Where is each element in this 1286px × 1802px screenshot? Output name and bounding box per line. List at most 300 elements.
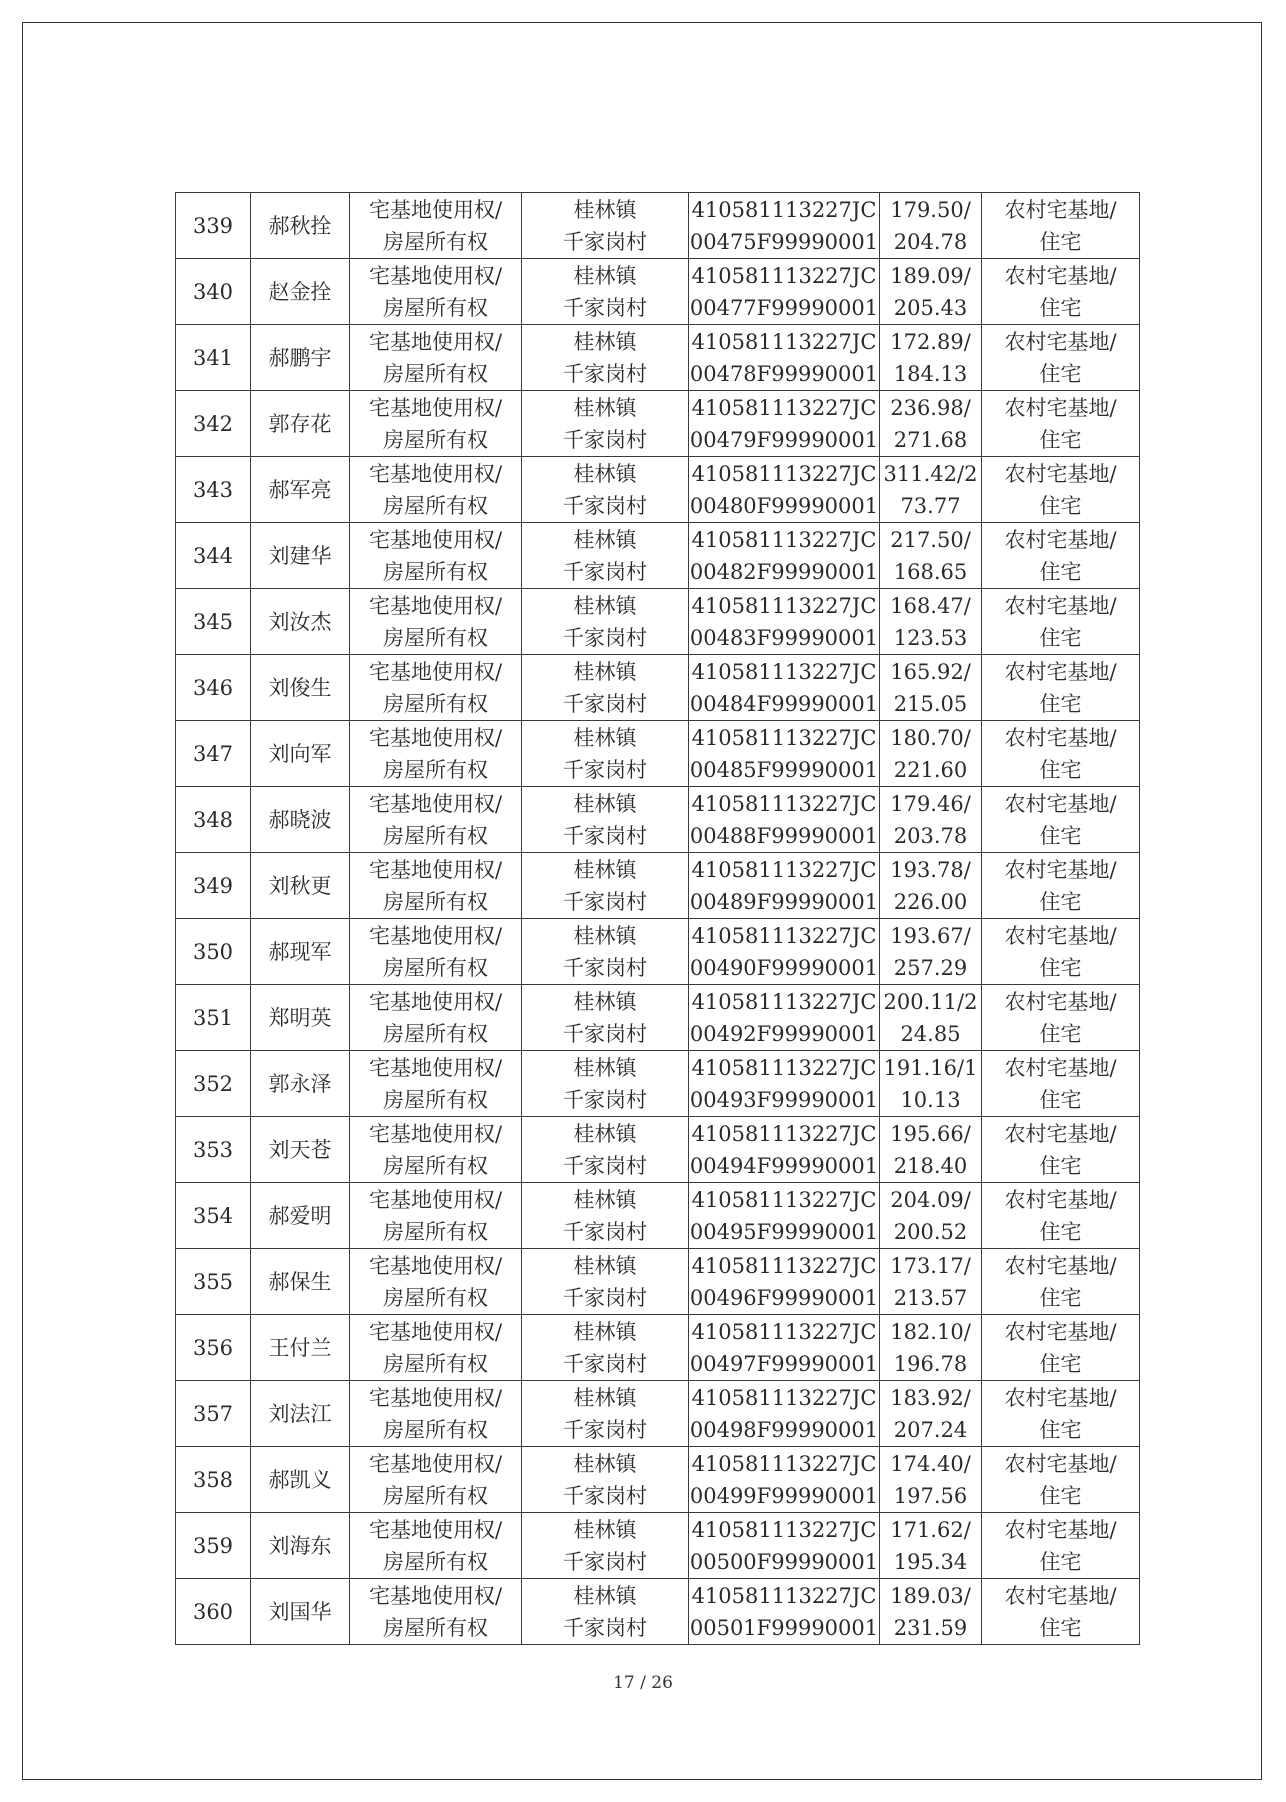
- unit-code-line: 00498F99990001: [689, 1417, 879, 1442]
- location-line: 桂林镇: [573, 197, 637, 222]
- unit-code-cell: [689, 853, 880, 919]
- area-cell: [880, 391, 982, 457]
- unit-code-line: 00480F99990001: [689, 493, 879, 518]
- table-row: [176, 1183, 1140, 1249]
- land-use-line: 住宅: [1039, 691, 1082, 716]
- land-use-line: 住宅: [1039, 823, 1082, 848]
- location-cell: [522, 1183, 689, 1249]
- area-cell: [880, 919, 982, 985]
- location-cell: [522, 1579, 689, 1645]
- land-use-cell: [982, 1051, 1140, 1117]
- right-type-line: 宅基地使用权/: [368, 263, 503, 288]
- land-use-line: 住宅: [1039, 1483, 1082, 1508]
- location-line: 千家岗村: [563, 1417, 647, 1442]
- unit-code-line: 00499F99990001: [689, 1483, 879, 1508]
- location-cell: [522, 259, 689, 325]
- area-cell: [880, 259, 982, 325]
- unit-code-cell: [689, 985, 880, 1051]
- right-type-line: 宅基地使用权/: [368, 527, 503, 552]
- unit-code-cell: [689, 1579, 880, 1645]
- land-use-line: 农村宅基地/: [1004, 1121, 1117, 1146]
- row-number-cell: 348: [176, 787, 251, 853]
- right-type-line: 宅基地使用权/: [368, 329, 503, 354]
- owner-name-cell: 郝现军: [251, 919, 350, 985]
- land-use-line: 农村宅基地/: [1004, 923, 1117, 948]
- unit-code-line: 00478F99990001: [689, 361, 879, 386]
- location-line: 桂林镇: [573, 329, 637, 354]
- right-type-line: 宅基地使用权/: [368, 395, 503, 420]
- area-line: 191.16/1: [883, 1055, 978, 1080]
- location-line: 桂林镇: [573, 989, 637, 1014]
- right-type-cell: [350, 1249, 522, 1315]
- table-row: [176, 1117, 1140, 1183]
- owner-name-cell: 郑明英: [251, 985, 350, 1051]
- location-line: 千家岗村: [563, 955, 647, 980]
- table-row: [176, 1447, 1140, 1513]
- land-use-line: 农村宅基地/: [1004, 1583, 1117, 1608]
- unit-code-line: 410581113227JC: [691, 1583, 877, 1608]
- right-type-line: 房屋所有权: [383, 1417, 488, 1442]
- unit-code-line: 410581113227JC: [691, 395, 877, 420]
- unit-code-line: 00497F99990001: [689, 1351, 879, 1376]
- row-number-cell: 354: [176, 1183, 251, 1249]
- right-type-cell: [350, 853, 522, 919]
- location-line: 千家岗村: [563, 559, 647, 584]
- land-use-line: 住宅: [1039, 559, 1082, 584]
- land-use-cell: [982, 1513, 1140, 1579]
- land-use-line: 农村宅基地/: [1004, 857, 1117, 882]
- location-line: 桂林镇: [573, 1319, 637, 1344]
- unit-code-line: 00479F99990001: [689, 427, 879, 452]
- owner-name-cell: 刘天苍: [251, 1117, 350, 1183]
- location-line: 桂林镇: [573, 1385, 637, 1410]
- records-table: [175, 192, 1140, 1645]
- location-line: 千家岗村: [563, 757, 647, 782]
- area-line: 311.42/2: [883, 461, 978, 486]
- land-use-cell: [982, 721, 1140, 787]
- row-number-cell: 341: [176, 325, 251, 391]
- area-line: 193.67/: [890, 923, 971, 948]
- owner-name-cell: 刘向军: [251, 721, 350, 787]
- land-use-cell: [982, 1183, 1140, 1249]
- row-number-cell: 349: [176, 853, 251, 919]
- unit-code-line: 00488F99990001: [689, 823, 879, 848]
- area-line: 257.29: [893, 955, 968, 980]
- land-use-cell: [982, 1117, 1140, 1183]
- right-type-cell: [350, 985, 522, 1051]
- area-line: 271.68: [893, 427, 968, 452]
- land-use-line: 农村宅基地/: [1004, 725, 1117, 750]
- location-line: 千家岗村: [563, 1483, 647, 1508]
- unit-code-line: 00500F99990001: [689, 1549, 879, 1574]
- right-type-line: 宅基地使用权/: [368, 1385, 503, 1410]
- row-number-cell: 353: [176, 1117, 251, 1183]
- right-type-cell: [350, 391, 522, 457]
- location-cell: [522, 1513, 689, 1579]
- land-use-line: 住宅: [1039, 1153, 1082, 1178]
- land-use-line: 住宅: [1039, 229, 1082, 254]
- area-line: 165.92/: [890, 659, 971, 684]
- row-number-cell: 339: [176, 193, 251, 259]
- unit-code-cell: [689, 721, 880, 787]
- right-type-line: 宅基地使用权/: [368, 857, 503, 882]
- land-use-cell: [982, 919, 1140, 985]
- land-use-cell: [982, 1249, 1140, 1315]
- area-cell: [880, 325, 982, 391]
- row-number-cell: 358: [176, 1447, 251, 1513]
- area-line: 215.05: [893, 691, 968, 716]
- right-type-line: 房屋所有权: [383, 1087, 488, 1112]
- land-use-line: 农村宅基地/: [1004, 197, 1117, 222]
- owner-name-cell: 刘国华: [251, 1579, 350, 1645]
- location-cell: [522, 589, 689, 655]
- right-type-line: 房屋所有权: [383, 757, 488, 782]
- land-use-line: 农村宅基地/: [1004, 1385, 1117, 1410]
- unit-code-cell: [689, 325, 880, 391]
- land-use-cell: [982, 589, 1140, 655]
- right-type-cell: [350, 721, 522, 787]
- land-use-line: 农村宅基地/: [1004, 659, 1117, 684]
- location-line: 千家岗村: [563, 427, 647, 452]
- location-line: 桂林镇: [573, 263, 637, 288]
- right-type-line: 房屋所有权: [383, 295, 488, 320]
- unit-code-line: 00485F99990001: [689, 757, 879, 782]
- right-type-line: 宅基地使用权/: [368, 1517, 503, 1542]
- area-line: 193.78/: [890, 857, 971, 882]
- right-type-line: 宅基地使用权/: [368, 1121, 503, 1146]
- unit-code-line: 410581113227JC: [691, 1187, 877, 1212]
- land-use-line: 农村宅基地/: [1004, 1451, 1117, 1476]
- owner-name-cell: 刘海东: [251, 1513, 350, 1579]
- area-line: 200.11/2: [883, 989, 978, 1014]
- unit-code-line: 410581113227JC: [691, 1121, 877, 1146]
- location-line: 千家岗村: [563, 1219, 647, 1244]
- location-line: 千家岗村: [563, 625, 647, 650]
- right-type-cell: [350, 1579, 522, 1645]
- right-type-line: 房屋所有权: [383, 955, 488, 980]
- land-use-cell: [982, 1315, 1140, 1381]
- table-row: [176, 919, 1140, 985]
- table-row: [176, 589, 1140, 655]
- land-use-line: 住宅: [1039, 1021, 1082, 1046]
- location-line: 千家岗村: [563, 295, 647, 320]
- right-type-line: 宅基地使用权/: [368, 1187, 503, 1212]
- owner-name-cell: 刘俊生: [251, 655, 350, 721]
- right-type-cell: [350, 1447, 522, 1513]
- area-cell: [880, 1381, 982, 1447]
- table-row: [176, 1579, 1140, 1645]
- unit-code-cell: [689, 193, 880, 259]
- area-line: 73.77: [900, 493, 961, 518]
- location-cell: [522, 1117, 689, 1183]
- location-line: 桂林镇: [573, 1583, 637, 1608]
- unit-code-line: 00477F99990001: [689, 295, 879, 320]
- location-cell: [522, 1051, 689, 1117]
- area-line: 189.09/: [890, 263, 971, 288]
- row-number-cell: 342: [176, 391, 251, 457]
- unit-code-line: 00483F99990001: [689, 625, 879, 650]
- owner-name-cell: 刘建华: [251, 523, 350, 589]
- area-cell: [880, 193, 982, 259]
- right-type-line: 宅基地使用权/: [368, 791, 503, 816]
- unit-code-line: 00501F99990001: [689, 1615, 879, 1640]
- right-type-line: 房屋所有权: [383, 559, 488, 584]
- row-number-cell: 340: [176, 259, 251, 325]
- row-number-cell: 360: [176, 1579, 251, 1645]
- unit-code-line: 00489F99990001: [689, 889, 879, 914]
- land-use-line: 住宅: [1039, 625, 1082, 650]
- area-line: 236.98/: [890, 395, 971, 420]
- area-line: 221.60: [893, 757, 968, 782]
- row-number-cell: 350: [176, 919, 251, 985]
- location-line: 桂林镇: [573, 1451, 637, 1476]
- location-line: 桂林镇: [573, 1187, 637, 1212]
- land-use-cell: [982, 325, 1140, 391]
- location-line: 桂林镇: [573, 923, 637, 948]
- table-row: [176, 1051, 1140, 1117]
- area-line: 226.00: [893, 889, 968, 914]
- table-row: [176, 523, 1140, 589]
- owner-name-cell: 刘秋更: [251, 853, 350, 919]
- location-cell: [522, 1447, 689, 1513]
- right-type-cell: [350, 919, 522, 985]
- right-type-cell: [350, 1051, 522, 1117]
- unit-code-line: 00484F99990001: [689, 691, 879, 716]
- unit-code-cell: [689, 787, 880, 853]
- location-line: 桂林镇: [573, 1253, 637, 1278]
- owner-name-cell: 郝秋拴: [251, 193, 350, 259]
- right-type-cell: [350, 1183, 522, 1249]
- area-cell: [880, 721, 982, 787]
- land-use-line: 住宅: [1039, 1087, 1082, 1112]
- land-use-cell: [982, 985, 1140, 1051]
- land-use-cell: [982, 193, 1140, 259]
- right-type-line: 宅基地使用权/: [368, 1451, 503, 1476]
- location-cell: [522, 325, 689, 391]
- area-line: 204.78: [893, 229, 968, 254]
- unit-code-cell: [689, 457, 880, 523]
- location-line: 千家岗村: [563, 1351, 647, 1376]
- unit-code-line: 410581113227JC: [691, 1385, 877, 1410]
- area-cell: [880, 787, 982, 853]
- right-type-cell: [350, 589, 522, 655]
- right-type-cell: [350, 457, 522, 523]
- location-cell: [522, 985, 689, 1051]
- area-line: 204.09/: [890, 1187, 971, 1212]
- area-line: 183.92/: [890, 1385, 971, 1410]
- right-type-cell: [350, 1381, 522, 1447]
- land-use-line: 住宅: [1039, 361, 1082, 386]
- table-row: [176, 193, 1140, 259]
- unit-code-line: 410581113227JC: [691, 1055, 877, 1080]
- unit-code-line: 410581113227JC: [691, 857, 877, 882]
- land-use-cell: [982, 787, 1140, 853]
- location-line: 桂林镇: [573, 725, 637, 750]
- location-cell: [522, 1249, 689, 1315]
- location-line: 千家岗村: [563, 361, 647, 386]
- area-cell: [880, 655, 982, 721]
- area-line: 200.52: [893, 1219, 968, 1244]
- location-line: 桂林镇: [573, 857, 637, 882]
- unit-code-cell: [689, 589, 880, 655]
- right-type-line: 房屋所有权: [383, 1219, 488, 1244]
- unit-code-line: 00493F99990001: [689, 1087, 879, 1112]
- land-use-cell: [982, 853, 1140, 919]
- area-line: 207.24: [893, 1417, 968, 1442]
- area-line: 195.34: [893, 1549, 968, 1574]
- row-number-cell: 355: [176, 1249, 251, 1315]
- land-use-line: 住宅: [1039, 889, 1082, 914]
- area-cell: [880, 589, 982, 655]
- row-number-cell: 347: [176, 721, 251, 787]
- location-cell: [522, 919, 689, 985]
- land-use-line: 住宅: [1039, 955, 1082, 980]
- land-use-line: 农村宅基地/: [1004, 1319, 1117, 1344]
- unit-code-line: 410581113227JC: [691, 461, 877, 486]
- table-row: [176, 1381, 1140, 1447]
- page-number: 17 / 26: [613, 1673, 673, 1693]
- land-use-cell: [982, 1447, 1140, 1513]
- owner-name-cell: 郝晓波: [251, 787, 350, 853]
- land-use-line: 农村宅基地/: [1004, 329, 1117, 354]
- unit-code-line: 00482F99990001: [689, 559, 879, 584]
- area-line: 173.17/: [890, 1253, 971, 1278]
- area-line: 197.56: [893, 1483, 968, 1508]
- area-line: 10.13: [900, 1087, 961, 1112]
- unit-code-line: 00496F99990001: [689, 1285, 879, 1310]
- land-use-line: 住宅: [1039, 1549, 1082, 1574]
- row-number-cell: 351: [176, 985, 251, 1051]
- area-line: 179.46/: [890, 791, 971, 816]
- right-type-line: 宅基地使用权/: [368, 725, 503, 750]
- right-type-line: 房屋所有权: [383, 1285, 488, 1310]
- unit-code-line: 410581113227JC: [691, 329, 877, 354]
- unit-code-line: 00490F99990001: [689, 955, 879, 980]
- owner-name-cell: 郝鹏宇: [251, 325, 350, 391]
- right-type-line: 房屋所有权: [383, 625, 488, 650]
- area-cell: [880, 1447, 982, 1513]
- right-type-line: 房屋所有权: [383, 823, 488, 848]
- unit-code-cell: [689, 1513, 880, 1579]
- row-number-cell: 357: [176, 1381, 251, 1447]
- right-type-line: 房屋所有权: [383, 229, 488, 254]
- row-number-cell: 352: [176, 1051, 251, 1117]
- table-row: [176, 1315, 1140, 1381]
- right-type-line: 宅基地使用权/: [368, 1055, 503, 1080]
- area-cell: [880, 985, 982, 1051]
- land-use-cell: [982, 457, 1140, 523]
- area-cell: [880, 1117, 982, 1183]
- area-line: 24.85: [900, 1021, 961, 1046]
- owner-name-cell: 郝军亮: [251, 457, 350, 523]
- unit-code-line: 00495F99990001: [689, 1219, 879, 1244]
- land-use-cell: [982, 523, 1140, 589]
- area-line: 179.50/: [890, 197, 971, 222]
- unit-code-cell: [689, 1051, 880, 1117]
- land-use-line: 住宅: [1039, 493, 1082, 518]
- land-use-line: 农村宅基地/: [1004, 461, 1117, 486]
- location-cell: [522, 853, 689, 919]
- right-type-cell: [350, 193, 522, 259]
- land-use-line: 农村宅基地/: [1004, 989, 1117, 1014]
- land-use-line: 农村宅基地/: [1004, 395, 1117, 420]
- area-line: 195.66/: [890, 1121, 971, 1146]
- land-use-cell: [982, 259, 1140, 325]
- location-line: 千家岗村: [563, 691, 647, 716]
- area-line: 196.78: [893, 1351, 968, 1376]
- row-number-cell: 345: [176, 589, 251, 655]
- unit-code-line: 410581113227JC: [691, 527, 877, 552]
- table-row: [176, 1249, 1140, 1315]
- area-cell: [880, 1513, 982, 1579]
- unit-code-cell: [689, 523, 880, 589]
- area-line: 184.13: [893, 361, 968, 386]
- area-cell: [880, 1183, 982, 1249]
- unit-code-line: 00492F99990001: [689, 1021, 879, 1046]
- unit-code-cell: [689, 1117, 880, 1183]
- unit-code-line: 410581113227JC: [691, 989, 877, 1014]
- area-line: 203.78: [893, 823, 968, 848]
- right-type-line: 房屋所有权: [383, 1483, 488, 1508]
- land-use-line: 住宅: [1039, 1417, 1082, 1442]
- unit-code-line: 410581113227JC: [691, 1253, 877, 1278]
- table-row: [176, 787, 1140, 853]
- row-number-cell: 359: [176, 1513, 251, 1579]
- land-use-line: 农村宅基地/: [1004, 1055, 1117, 1080]
- owner-name-cell: 刘汝杰: [251, 589, 350, 655]
- area-line: 174.40/: [890, 1451, 971, 1476]
- location-line: 桂林镇: [573, 527, 637, 552]
- land-use-line: 住宅: [1039, 1219, 1082, 1244]
- area-cell: [880, 1315, 982, 1381]
- right-type-line: 房屋所有权: [383, 1153, 488, 1178]
- table-row: [176, 457, 1140, 523]
- owner-name-cell: 刘法江: [251, 1381, 350, 1447]
- land-use-line: 农村宅基地/: [1004, 791, 1117, 816]
- unit-code-cell: [689, 1447, 880, 1513]
- area-line: 168.65: [893, 559, 968, 584]
- owner-name-cell: 王付兰: [251, 1315, 350, 1381]
- land-use-line: 农村宅基地/: [1004, 1187, 1117, 1212]
- land-use-line: 农村宅基地/: [1004, 527, 1117, 552]
- location-line: 千家岗村: [563, 889, 647, 914]
- area-line: 172.89/: [890, 329, 971, 354]
- right-type-cell: [350, 1117, 522, 1183]
- right-type-line: 房屋所有权: [383, 889, 488, 914]
- area-cell: [880, 1249, 982, 1315]
- right-type-cell: [350, 1513, 522, 1579]
- table-row: [176, 853, 1140, 919]
- area-cell: [880, 457, 982, 523]
- location-line: 桂林镇: [573, 659, 637, 684]
- land-use-line: 住宅: [1039, 757, 1082, 782]
- table-row: [176, 259, 1140, 325]
- location-line: 桂林镇: [573, 593, 637, 618]
- land-use-cell: [982, 1381, 1140, 1447]
- location-line: 桂林镇: [573, 1517, 637, 1542]
- land-use-line: 住宅: [1039, 1351, 1082, 1376]
- right-type-line: 宅基地使用权/: [368, 659, 503, 684]
- right-type-line: 房屋所有权: [383, 1549, 488, 1574]
- right-type-line: 房屋所有权: [383, 1351, 488, 1376]
- table-row: [176, 721, 1140, 787]
- right-type-line: 房屋所有权: [383, 1021, 488, 1046]
- right-type-line: 房屋所有权: [383, 691, 488, 716]
- land-use-line: 住宅: [1039, 295, 1082, 320]
- right-type-cell: [350, 1315, 522, 1381]
- unit-code-line: 410581113227JC: [691, 1319, 877, 1344]
- owner-name-cell: 赵金拴: [251, 259, 350, 325]
